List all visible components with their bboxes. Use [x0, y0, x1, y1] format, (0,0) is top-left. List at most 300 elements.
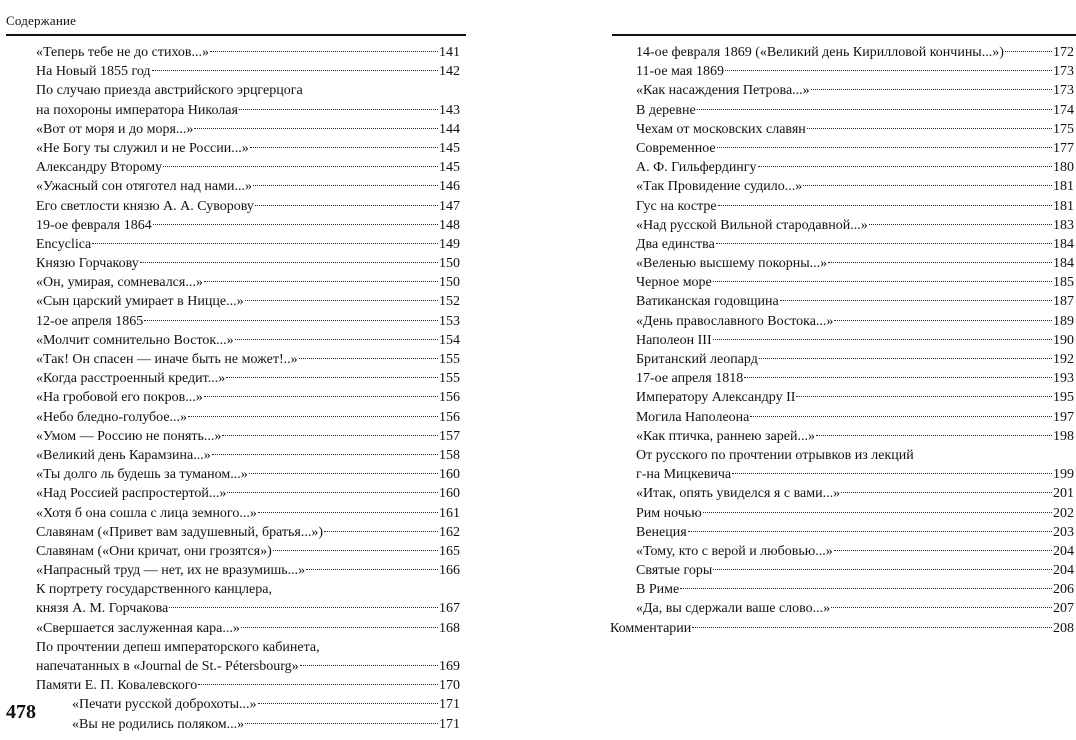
- toc-entry-title: В деревне: [636, 102, 696, 118]
- toc-line: [636, 292, 1074, 311]
- toc-line: [36, 465, 460, 484]
- toc-line: [36, 62, 460, 81]
- toc-line: [610, 619, 1074, 638]
- toc-page-number: 156: [439, 409, 460, 425]
- toc-entry-title: «Итак, опять увиделся я с вами...»: [636, 486, 841, 502]
- toc-entry: [36, 235, 460, 254]
- toc-page-number: 172: [1053, 45, 1074, 60]
- toc-entry-title: 11-ое мая 1869: [636, 64, 724, 80]
- toc-page-number: 185: [1053, 275, 1074, 291]
- toc-page-number: 168: [439, 620, 460, 636]
- toc-entry: [36, 62, 460, 81]
- toc-entry-title: Комментарии: [610, 620, 692, 636]
- toc-line: [36, 139, 460, 158]
- toc-entry-title: А. Ф. Гильфердингу: [636, 160, 757, 176]
- toc-line: [636, 542, 1074, 561]
- toc-page-number: 160: [439, 486, 460, 502]
- dot-leader: [226, 377, 438, 378]
- toc-entry: [636, 81, 1074, 100]
- toc-page-number: 171: [439, 716, 460, 732]
- dot-leader: [725, 70, 1052, 71]
- toc-entry-title: Могила Наполеона: [636, 409, 750, 425]
- toc-line: [636, 197, 1074, 216]
- toc-page-number: 161: [439, 505, 460, 521]
- toc-entry-title: «Свершается заслуженная кара...»: [36, 620, 240, 636]
- dot-leader: [258, 512, 438, 513]
- toc-line: [636, 331, 1074, 350]
- dot-leader: [188, 416, 438, 417]
- toc-entry: [36, 715, 460, 734]
- toc-entry-title: «Вы не родились поляком...»: [72, 716, 245, 732]
- dot-leader: [140, 262, 438, 263]
- toc-page-number: 197: [1053, 409, 1074, 425]
- toc-page-number: 148: [439, 217, 460, 233]
- toc-entry-title: напечатанных в «Journal de St.- Pétersbourg»: [36, 659, 299, 674]
- toc-entry: [36, 446, 460, 465]
- toc-line: [36, 599, 460, 618]
- toc-line: [636, 465, 1074, 484]
- dot-leader: [834, 550, 1052, 551]
- toc-entry: [636, 446, 1074, 484]
- toc-entry-title: «День православного Востока...»: [636, 313, 834, 329]
- toc-entry: [36, 465, 460, 484]
- toc-entry-title: «Да, вы сдержали ваше слово...»: [636, 601, 831, 617]
- toc-entry: [636, 312, 1074, 331]
- toc-page-number: 204: [1053, 563, 1074, 579]
- toc-line: [36, 197, 460, 216]
- toc-line: [36, 273, 460, 292]
- toc-entry-title: «Он, умирая, сомневался...»: [36, 275, 203, 291]
- toc-entry: [636, 388, 1074, 407]
- toc-page-number: 174: [1053, 102, 1074, 118]
- toc-entry: [36, 254, 460, 273]
- toc-line: [36, 676, 460, 695]
- toc-entry-title: «Вот от моря и до моря...»: [36, 121, 194, 137]
- toc-entry: [610, 619, 1074, 638]
- toc-line: [36, 369, 460, 388]
- toc-line: [636, 561, 1074, 580]
- toc-line: [36, 484, 460, 503]
- toc-line: [636, 388, 1074, 407]
- toc-line: [36, 715, 460, 734]
- toc-page-number: 202: [1053, 505, 1074, 521]
- toc-page-number: 152: [439, 294, 460, 310]
- toc-line: [36, 504, 460, 523]
- toc-line: [36, 427, 460, 446]
- toc-entry-title: «Как птичка, раннею зарей...»: [636, 428, 815, 444]
- toc-entry-title: 19-ое февраля 1864: [36, 217, 152, 233]
- toc-line: [636, 446, 1074, 465]
- toc-line: [36, 388, 460, 407]
- toc-entry-title: От русского по прочтении отрывков из лекций: [636, 447, 914, 463]
- toc-page-number: 166: [439, 563, 460, 579]
- dot-leader: [258, 703, 438, 704]
- toc-line: [36, 101, 460, 120]
- toc-entry: [636, 177, 1074, 196]
- toc-entry-title: г-на Мицкевича: [636, 467, 732, 483]
- toc-page-number: 154: [439, 332, 460, 348]
- toc-line: [36, 292, 460, 311]
- toc-entry-title: «Тому, кто с верой и любовью...»: [636, 543, 833, 559]
- dot-leader: [152, 70, 438, 71]
- toc-entry: [36, 350, 460, 369]
- dot-leader: [803, 185, 1052, 186]
- toc-entry-title: «Небо бледно-голубое...»: [36, 409, 188, 425]
- dot-leader: [273, 550, 438, 551]
- toc-entry-title: Венеция: [636, 524, 687, 540]
- toc-entry-title: Наполеон III: [636, 332, 712, 348]
- toc-line: [36, 81, 460, 100]
- toc-entry: [36, 676, 460, 695]
- dot-leader: [204, 396, 438, 397]
- toc-entry: [636, 158, 1074, 177]
- toc-page-number: 150: [439, 256, 460, 272]
- toc-line: [636, 158, 1074, 177]
- toc-page-number: 155: [439, 371, 460, 387]
- toc-line: [36, 523, 460, 542]
- toc-entry-title: «Напрасный труд — нет, их не вразумишь...»: [36, 563, 306, 579]
- dot-leader: [692, 627, 1052, 628]
- toc-page-number: 170: [439, 678, 460, 694]
- dot-leader: [688, 531, 1052, 532]
- toc-entry: [36, 331, 460, 350]
- toc-line: [36, 216, 460, 235]
- toc-entry: [636, 120, 1074, 139]
- toc-page-number: 181: [1053, 198, 1074, 214]
- toc-entry-title: Чехам от московских славян: [636, 121, 806, 137]
- toc-entry-title: Два единства: [636, 236, 715, 252]
- toc-entry: [36, 638, 460, 676]
- toc-entry-title: князя А. М. Горчакова: [36, 601, 169, 617]
- toc-entry: [36, 695, 460, 714]
- toc-page-number: 207: [1053, 601, 1074, 617]
- toc-page-number: 143: [439, 102, 460, 118]
- toc-list-right: [610, 43, 1074, 638]
- toc-page-number: 145: [439, 160, 460, 176]
- toc-entry-title: К портрету государственного канцлера,: [36, 582, 272, 598]
- toc-line: [636, 177, 1074, 196]
- dot-leader: [834, 320, 1052, 321]
- toc-entry-title: на похороны императора Николая: [36, 102, 238, 118]
- dot-leader: [245, 723, 438, 724]
- toc-entry: [636, 254, 1074, 273]
- toc-page-number: 177: [1053, 140, 1074, 156]
- toc-entry-title: «Молчит сомнительно Восток...»: [36, 332, 234, 348]
- toc-entry-title: Британский леопард: [636, 352, 758, 367]
- toc-entry-title: «Так Провидение судило...»: [636, 179, 803, 195]
- toc-entry: [36, 120, 460, 139]
- toc-line: [636, 120, 1074, 139]
- toc-entry: [636, 235, 1074, 254]
- toc-entry: [636, 542, 1074, 561]
- toc-page-number: 195: [1053, 390, 1074, 406]
- toc-entry: [636, 504, 1074, 523]
- toc-entry: [36, 388, 460, 407]
- dot-leader: [780, 300, 1052, 301]
- toc-page-number: 145: [439, 140, 460, 156]
- toc-page-number: 155: [439, 352, 460, 367]
- toc-page-number: 206: [1053, 582, 1074, 598]
- toc-line: [36, 580, 460, 599]
- toc-entry-title: «Ужасный сон отяготел над нами...»: [36, 179, 252, 195]
- toc-line: [636, 580, 1074, 599]
- dot-leader: [713, 281, 1052, 282]
- toc-entry: [36, 523, 460, 542]
- toc-entry: [636, 561, 1074, 580]
- toc-line: [36, 158, 460, 177]
- toc-entry: [36, 43, 460, 62]
- toc-line: [36, 235, 460, 254]
- toc-line: [636, 369, 1074, 388]
- toc-entry: [36, 427, 460, 446]
- right-page: [538, 0, 1076, 740]
- dot-leader: [717, 147, 1052, 148]
- dot-leader: [212, 454, 438, 455]
- toc-entry: [636, 427, 1074, 446]
- toc-entry: [636, 273, 1074, 292]
- toc-line: [636, 101, 1074, 120]
- toc-line: [636, 62, 1074, 81]
- toc-page-number: 160: [439, 467, 460, 483]
- toc-line: [636, 235, 1074, 254]
- toc-line: [636, 408, 1074, 427]
- toc-page-number: 162: [439, 524, 460, 540]
- toc-line: [36, 657, 460, 676]
- dot-leader: [194, 128, 438, 129]
- toc-entry: [636, 350, 1074, 369]
- toc-list-left: [36, 43, 460, 734]
- toc-line: [636, 504, 1074, 523]
- dot-leader: [92, 243, 438, 244]
- dot-leader: [255, 205, 438, 206]
- dot-leader: [241, 627, 438, 628]
- dot-leader: [811, 89, 1052, 90]
- toc-entry: [36, 158, 460, 177]
- dot-leader: [828, 262, 1052, 263]
- toc-line: [636, 312, 1074, 331]
- toc-entry-title: «Когда расстроенный кредит...»: [36, 371, 226, 387]
- toc-line: [36, 561, 460, 580]
- toc-entry: [636, 101, 1074, 120]
- toc-entry-title: «Веленью высшему покорны...»: [636, 256, 828, 272]
- toc-page-number: 187: [1053, 294, 1074, 310]
- dot-leader: [239, 109, 438, 110]
- toc-entry: [36, 197, 460, 216]
- toc-entry-title: «Великий день Карамзина...»: [36, 447, 211, 463]
- toc-line: [36, 312, 460, 331]
- toc-entry-title: На Новый 1855 год: [36, 64, 151, 80]
- toc-page-number: 149: [439, 236, 460, 252]
- dot-leader: [144, 320, 438, 321]
- toc-line: [636, 81, 1074, 100]
- dot-leader: [680, 588, 1052, 589]
- toc-line: [636, 523, 1074, 542]
- dot-leader: [869, 224, 1052, 225]
- dot-leader: [750, 416, 1052, 417]
- dot-leader: [245, 300, 438, 301]
- toc-entry: [36, 580, 460, 618]
- toc-entry-title: Рим ночью: [636, 505, 702, 521]
- toc-entry: [36, 81, 460, 119]
- toc-page-number: 169: [439, 659, 460, 674]
- toc-entry-title: «Не Богу ты служил и не России...»: [36, 140, 249, 156]
- toc-entry: [636, 408, 1074, 427]
- toc-entry-title: Святые горы: [636, 563, 713, 579]
- toc-entry-title: Гус на костре: [636, 198, 717, 214]
- toc-page-number: 157: [439, 428, 460, 444]
- toc-line: [636, 216, 1074, 235]
- toc-entry: [636, 599, 1074, 618]
- toc-page-number: 189: [1053, 313, 1074, 329]
- dot-leader: [713, 569, 1052, 570]
- dot-leader: [253, 185, 438, 186]
- toc-page-number: 171: [439, 697, 460, 713]
- toc-entry: [36, 139, 460, 158]
- toc-entry-title: «Как насаждения Петрова...»: [636, 83, 810, 99]
- toc-line: [636, 254, 1074, 273]
- dot-leader: [1005, 51, 1052, 52]
- toc-entry-title: Современное: [636, 140, 716, 156]
- dot-leader: [816, 435, 1052, 436]
- toc-page-number: 175: [1053, 121, 1074, 137]
- toc-entry-title: Славянам («Они кричат, они грозятся»): [36, 543, 272, 559]
- toc-page-number: 167: [439, 601, 460, 617]
- toc-page-number: 204: [1053, 543, 1074, 559]
- toc-page-number: 184: [1053, 236, 1074, 252]
- toc-line: [636, 43, 1074, 62]
- toc-entry-title: «Над русской Вильной стародавной...»: [636, 217, 868, 233]
- toc-entry: [36, 369, 460, 388]
- toc-entry-title: «Печати русской доброхоты...»: [72, 697, 257, 713]
- toc-line: [636, 427, 1074, 446]
- dot-leader: [198, 684, 438, 685]
- toc-page-number: 193: [1053, 371, 1074, 387]
- toc-entry-title: Его светлости князю А. А. Суворову: [36, 198, 254, 214]
- toc-entry: [36, 561, 460, 580]
- toc-entry-title: 17-ое апреля 1818: [636, 371, 744, 387]
- toc-entry: [36, 273, 460, 292]
- dot-leader: [703, 512, 1052, 513]
- toc-entry-title: Encyclica: [36, 236, 92, 252]
- dot-leader: [299, 358, 438, 359]
- toc-entry-title: По случаю приезда австрийского эрцгерцога: [36, 83, 303, 99]
- toc-line: [636, 273, 1074, 292]
- toc-line: [36, 638, 460, 657]
- toc-page-number: 190: [1053, 332, 1074, 348]
- dot-leader: [697, 109, 1052, 110]
- toc-entry-title: Александру Второму: [36, 160, 163, 176]
- toc-entry: [36, 216, 460, 235]
- toc-line: [636, 350, 1074, 369]
- toc-entry-title: Черное море: [636, 275, 712, 291]
- dot-leader: [796, 396, 1052, 397]
- toc-entry-title: «Хотя б она сошла с лица земного...»: [36, 505, 257, 521]
- toc-entry-title: «На гробовой его покров...»: [36, 390, 203, 406]
- toc-page-number: 192: [1053, 352, 1074, 367]
- toc-entry: [636, 139, 1074, 158]
- toc-entry-title: Императору Александру II: [636, 390, 796, 406]
- toc-page-number: 153: [439, 313, 460, 329]
- dot-leader: [807, 128, 1052, 129]
- toc-entry: [636, 484, 1074, 503]
- toc-line: [636, 484, 1074, 503]
- toc-entry-title: «Ты долго ль будешь за туманом...»: [36, 467, 248, 483]
- toc-line: [36, 350, 460, 369]
- toc-page-number: 183: [1053, 217, 1074, 233]
- dot-leader: [718, 205, 1052, 206]
- toc-page-number: 184: [1053, 256, 1074, 272]
- toc-entry: [36, 408, 460, 427]
- toc-entry-title: Ватиканская годовщина: [636, 294, 779, 310]
- dot-leader: [306, 569, 438, 570]
- toc-page-number: 142: [439, 64, 460, 80]
- dot-leader: [210, 51, 438, 52]
- toc-page-number: 165: [439, 543, 460, 559]
- toc-entry-title: «Над Россией распростертой...»: [36, 486, 227, 502]
- toc-entry-title: 14-ое февраля 1869 («Великий день Кирилловой кончины...»): [636, 45, 1004, 60]
- toc-entry: [636, 43, 1074, 62]
- toc-entry-title: 12-ое апреля 1865: [36, 313, 144, 329]
- toc-entry: [636, 580, 1074, 599]
- toc-page-number: 201: [1053, 486, 1074, 502]
- running-head: Содержание: [6, 13, 77, 28]
- dot-leader: [841, 492, 1052, 493]
- toc-line: [36, 619, 460, 638]
- dot-leader: [831, 607, 1052, 608]
- toc-page-number: 144: [439, 121, 460, 137]
- toc-line: [636, 139, 1074, 158]
- toc-entry-title: Князю Горчакову: [36, 256, 139, 272]
- toc-line: [36, 446, 460, 465]
- toc-entry-title: «Так! Он спасен — иначе быть не может!..»: [36, 352, 298, 367]
- toc-entry-title: По прочтении депеш императорского кабинета,: [36, 639, 320, 655]
- toc-line: [36, 177, 460, 196]
- dot-leader: [169, 607, 438, 608]
- header-rule-left: [6, 34, 466, 36]
- toc-line: [36, 331, 460, 350]
- toc-entry: [36, 292, 460, 311]
- dot-leader: [744, 377, 1052, 378]
- dot-leader: [204, 281, 438, 282]
- toc-page-number: 198: [1053, 428, 1074, 444]
- toc-entry: [636, 523, 1074, 542]
- toc-entry: [36, 504, 460, 523]
- toc-entry: [636, 62, 1074, 81]
- dot-leader: [758, 166, 1052, 167]
- dot-leader: [163, 166, 438, 167]
- toc-line: [36, 43, 460, 62]
- dot-leader: [153, 224, 438, 225]
- header-rule-right: [612, 34, 1076, 36]
- toc-entry: [36, 484, 460, 503]
- dot-leader: [732, 473, 1052, 474]
- dot-leader: [250, 147, 438, 148]
- toc-page-number: 173: [1053, 64, 1074, 80]
- toc-entry-title: «Умом — Россию не понять...»: [36, 428, 222, 444]
- toc-page-number: 146: [439, 179, 460, 195]
- toc-line: [36, 542, 460, 561]
- page-number: 478: [6, 701, 36, 723]
- dot-leader: [249, 473, 438, 474]
- toc-entry-title: «Сын царский умирает в Ницце...»: [36, 294, 244, 310]
- dot-leader: [759, 358, 1052, 359]
- toc-page-number: 158: [439, 447, 460, 463]
- toc-line: [36, 254, 460, 273]
- toc-page-number: 141: [439, 45, 460, 60]
- toc-page-number: 150: [439, 275, 460, 291]
- toc-line: [36, 408, 460, 427]
- toc-line: [36, 120, 460, 139]
